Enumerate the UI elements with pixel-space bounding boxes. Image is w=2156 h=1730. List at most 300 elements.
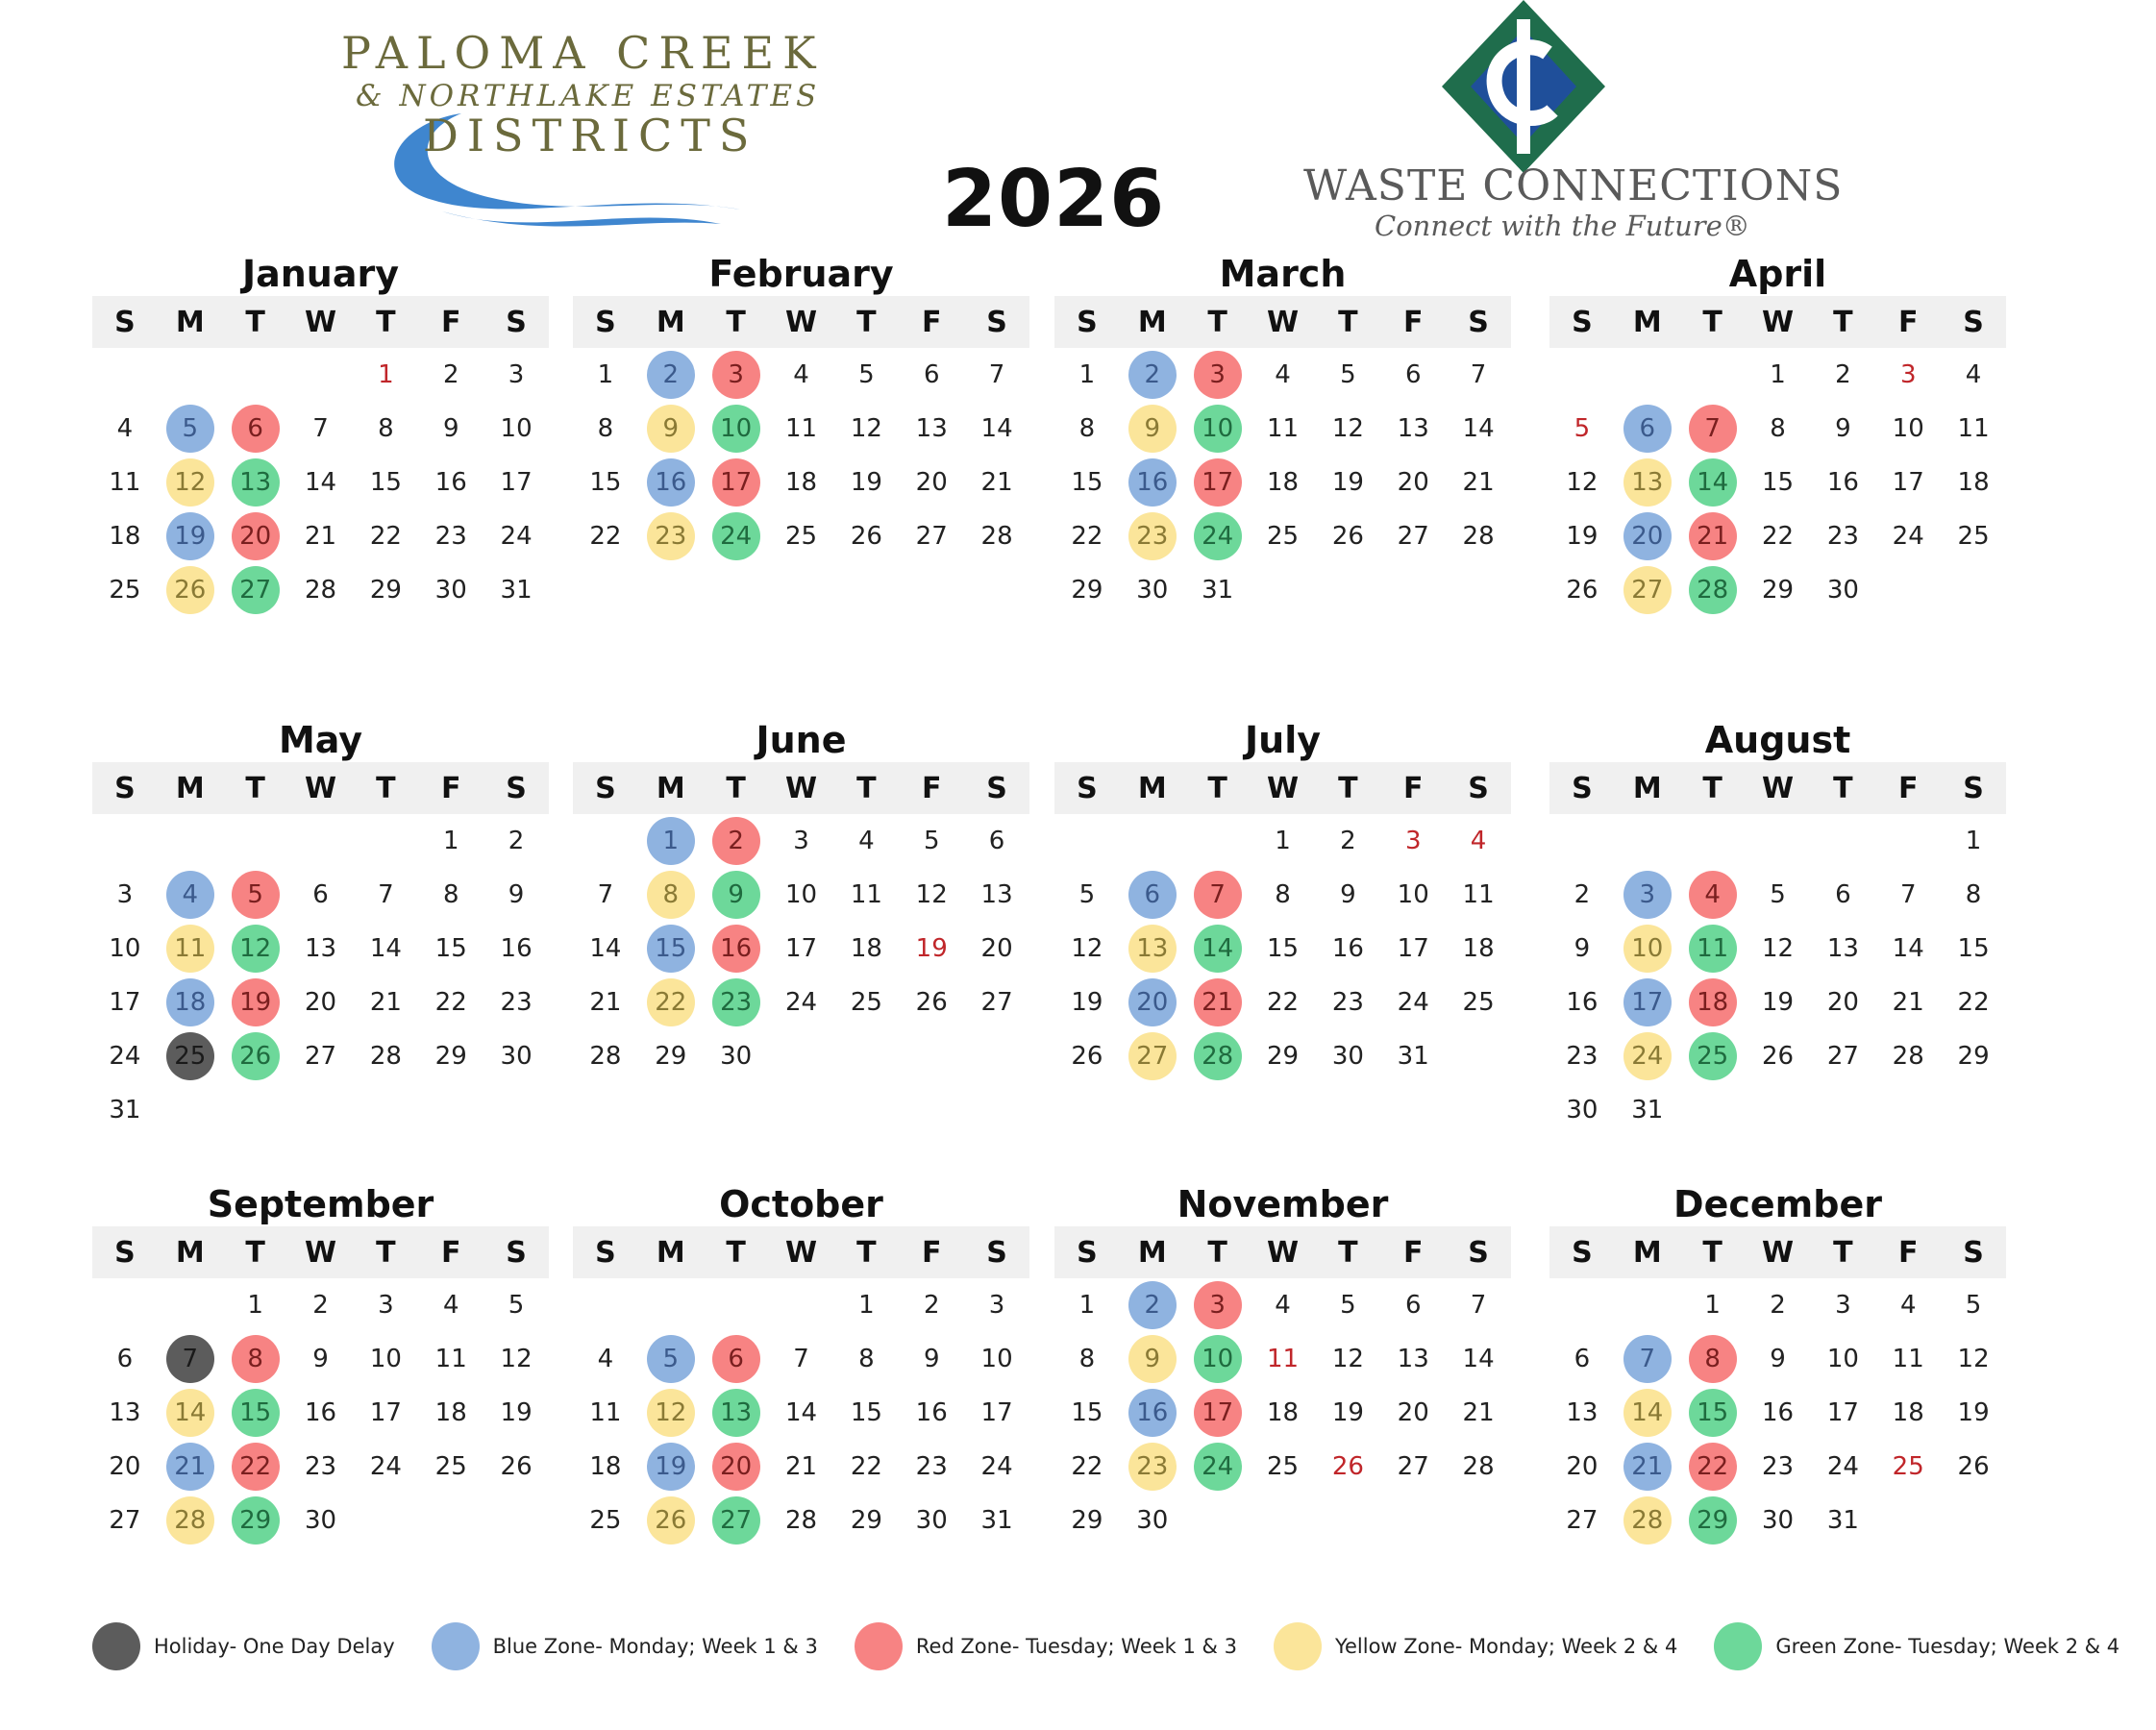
- day-cell: [573, 978, 638, 1026]
- day-cell: [1810, 925, 1875, 973]
- day-number: 19: [1957, 1398, 1990, 1427]
- weekday-label: W: [784, 771, 818, 805]
- day-number: 20: [1826, 988, 1859, 1017]
- day-cell: [92, 1335, 158, 1383]
- day-number: 10: [712, 405, 760, 453]
- day-number: 27: [712, 1496, 760, 1545]
- day-number: 22: [232, 1443, 280, 1491]
- day-number: 16: [1331, 934, 1364, 963]
- day-number: 25: [1689, 1032, 1737, 1080]
- day-number: 19: [915, 934, 948, 963]
- day-cell: [1251, 925, 1316, 973]
- day-number: 12: [1761, 934, 1795, 963]
- day-cell: [92, 871, 158, 919]
- day-number: 3: [508, 360, 525, 389]
- day-cell: [288, 405, 354, 453]
- day-cell: [638, 1389, 704, 1437]
- day-cell: [638, 512, 704, 560]
- week-row: [92, 814, 549, 868]
- month-name: July: [1245, 719, 1321, 761]
- day-number: 26: [166, 566, 214, 614]
- day-number: 9: [312, 1345, 329, 1373]
- day-number: 9: [508, 880, 525, 909]
- day-number: 2: [312, 1291, 329, 1320]
- day-cell: [1251, 1335, 1316, 1383]
- day-number: 12: [1331, 414, 1364, 443]
- weekday-header: [92, 762, 549, 814]
- day-number: 10: [1194, 405, 1242, 453]
- day-cell: [1251, 871, 1316, 919]
- day-number: 16: [1128, 1389, 1177, 1437]
- weekday-label: T: [1338, 771, 1358, 805]
- day-cell: [1315, 1281, 1380, 1329]
- day-number: 20: [980, 934, 1013, 963]
- day-cell: [1120, 1281, 1185, 1329]
- day-cell: [1446, 925, 1511, 973]
- day-number: 13: [712, 1389, 760, 1437]
- day-cell: [418, 512, 483, 560]
- day-cell: [964, 978, 1029, 1026]
- day-number: 4: [442, 1291, 459, 1320]
- day-number: 6: [1623, 405, 1672, 453]
- day-cell: [353, 458, 418, 507]
- day-cell: [964, 925, 1029, 973]
- week-row: [1549, 868, 2006, 922]
- day-cell: [1315, 1389, 1380, 1437]
- day-number: 8: [1965, 880, 1982, 909]
- day-cell: [704, 1335, 769, 1383]
- day-cell: [1615, 871, 1680, 919]
- day-number: 9: [923, 1345, 940, 1373]
- day-number: 14: [166, 1389, 214, 1437]
- day-number: 1: [1704, 1291, 1721, 1320]
- day-cell: [483, 1335, 549, 1383]
- day-cell: [1185, 458, 1251, 507]
- day-cell: [1746, 1335, 1811, 1383]
- day-cell: [1680, 405, 1746, 453]
- day-cell: [223, 405, 288, 453]
- weekday-label: W: [304, 771, 337, 805]
- day-cell: [1054, 1443, 1120, 1491]
- weekday-header: [1054, 762, 1511, 814]
- weekday-label: W: [1266, 1235, 1300, 1270]
- day-cell: [1549, 458, 1615, 507]
- day-cell: [899, 512, 964, 560]
- day-cell: [288, 458, 354, 507]
- day-cell: [483, 1281, 549, 1329]
- day-number: 24: [980, 1452, 1013, 1481]
- day-cell: [1446, 817, 1511, 865]
- day-number: 2: [508, 827, 525, 855]
- day-cell: [1549, 512, 1615, 560]
- day-number: 13: [1826, 934, 1859, 963]
- day-cell: [1746, 405, 1811, 453]
- day-cell: [1810, 512, 1875, 560]
- day-cell: [638, 1032, 704, 1080]
- weekday-label: W: [1266, 771, 1300, 805]
- day-cell: [1615, 1335, 1680, 1383]
- day-cell: [92, 458, 158, 507]
- day-cell: [573, 1032, 638, 1080]
- day-number: 4: [597, 1345, 614, 1373]
- week-row: [1054, 922, 1511, 976]
- day-number: 7: [1689, 405, 1737, 453]
- day-cell: [288, 925, 354, 973]
- weekday-header: [1549, 762, 2006, 814]
- weekday-label: S: [1572, 771, 1593, 805]
- day-cell: [704, 351, 769, 399]
- day-number: 31: [1397, 1042, 1429, 1071]
- day-number: 25: [434, 1452, 467, 1481]
- day-number: 9: [647, 405, 695, 453]
- weekday-header: [1549, 1226, 2006, 1278]
- week-row: [1549, 1440, 2006, 1494]
- day-cell: [769, 1389, 834, 1437]
- weekday-label: T: [376, 1235, 396, 1270]
- weekday-label: S: [986, 1235, 1007, 1270]
- day-cell: [1054, 1281, 1120, 1329]
- weekday-header: [92, 1226, 549, 1278]
- day-number: 21: [369, 988, 402, 1017]
- day-cell: [92, 925, 158, 973]
- day-number: 21: [1462, 1398, 1495, 1427]
- day-number: 8: [442, 880, 459, 909]
- day-number: 11: [1462, 880, 1495, 909]
- day-cell: [1810, 351, 1875, 399]
- day-number: 25: [1266, 1452, 1300, 1481]
- day-number: 28: [980, 522, 1013, 551]
- day-cell: [483, 978, 549, 1026]
- day-cell: [1120, 1389, 1185, 1437]
- day-cell: [92, 405, 158, 453]
- day-number: 18: [1462, 934, 1495, 963]
- day-cell: [769, 871, 834, 919]
- day-number: 7: [1899, 880, 1917, 909]
- day-number: 2: [1574, 880, 1591, 909]
- day-cell: [964, 1496, 1029, 1545]
- day-cell: [964, 351, 1029, 399]
- week-row: [92, 976, 549, 1029]
- day-cell: [288, 1032, 354, 1080]
- day-cell: [418, 817, 483, 865]
- weekday-label: T: [1207, 305, 1227, 339]
- day-cell: [833, 871, 899, 919]
- weekday-label: T: [1207, 1235, 1227, 1270]
- weekday-label: T: [245, 771, 265, 805]
- day-cell: [638, 351, 704, 399]
- day-number: 29: [369, 576, 402, 605]
- day-cell: [1380, 405, 1446, 453]
- day-number: 24: [500, 522, 533, 551]
- day-cell: [92, 512, 158, 560]
- day-cell: [1680, 458, 1746, 507]
- day-number: 1: [378, 360, 394, 389]
- day-number: 11: [784, 414, 818, 443]
- week-row: [1549, 456, 2006, 509]
- day-cell: [353, 871, 418, 919]
- day-cell: [1941, 512, 2006, 560]
- day-cell: [769, 1335, 834, 1383]
- day-number: 3: [1194, 351, 1242, 399]
- day-number: 25: [109, 576, 141, 605]
- day-number: 18: [434, 1398, 467, 1427]
- day-cell: [1549, 566, 1615, 614]
- month-august: [1549, 718, 2006, 1137]
- day-number: 14: [1623, 1389, 1672, 1437]
- day-number: 3: [1623, 871, 1672, 919]
- day-number: 29: [655, 1042, 687, 1071]
- day-number: 14: [1462, 1345, 1495, 1373]
- day-number: 23: [1826, 522, 1859, 551]
- month-name: February: [708, 253, 894, 295]
- day-number: 18: [166, 978, 214, 1026]
- weekday-label: S: [1963, 771, 1984, 805]
- day-cell: [1549, 871, 1615, 919]
- weekday-header: [1054, 1226, 1511, 1278]
- day-cell: [573, 351, 638, 399]
- day-cell: [1446, 458, 1511, 507]
- weekday-label: T: [1833, 1235, 1853, 1270]
- weekday-label: T: [1702, 771, 1722, 805]
- day-number: 7: [1194, 871, 1242, 919]
- day-cell: [769, 1443, 834, 1491]
- day-number: 23: [1761, 1452, 1795, 1481]
- day-cell: [1746, 566, 1811, 614]
- day-cell: [1746, 978, 1811, 1026]
- week-row: [92, 1386, 549, 1440]
- day-number: 22: [850, 1452, 882, 1481]
- day-cell: [1941, 1281, 2006, 1329]
- weekday-label: S: [114, 771, 136, 805]
- day-number: 4: [1470, 827, 1487, 855]
- day-cell: [418, 1281, 483, 1329]
- weekday-label: S: [1077, 305, 1098, 339]
- day-number: 23: [1566, 1042, 1598, 1071]
- day-number: 20: [1128, 978, 1177, 1026]
- day-number: 6: [1128, 871, 1177, 919]
- weekday-label: W: [304, 305, 337, 339]
- day-cell: [223, 871, 288, 919]
- day-number: 25: [1892, 1452, 1924, 1481]
- logo-line-3: DISTRICTS: [423, 110, 758, 161]
- weekday-label: T: [726, 771, 746, 805]
- day-number: 11: [434, 1345, 467, 1373]
- day-number: 23: [304, 1452, 337, 1481]
- day-number: 1: [1770, 360, 1786, 389]
- day-cell: [1615, 566, 1680, 614]
- day-cell: [1680, 978, 1746, 1026]
- day-number: 30: [1566, 1096, 1598, 1124]
- day-number: 1: [597, 360, 614, 389]
- week-row: [92, 402, 549, 456]
- weekday-label: S: [114, 305, 136, 339]
- day-number: 4: [1899, 1291, 1917, 1320]
- day-number: 31: [1826, 1506, 1859, 1535]
- legend-item: [1274, 1622, 1677, 1670]
- day-cell: [769, 405, 834, 453]
- day-cell: [833, 458, 899, 507]
- day-cell: [418, 1443, 483, 1491]
- weekday-label: S: [1468, 305, 1489, 339]
- weekday-label: T: [1207, 771, 1227, 805]
- day-cell: [769, 817, 834, 865]
- weekday-label: W: [1761, 1235, 1795, 1270]
- day-number: 11: [1266, 414, 1300, 443]
- week-row: [573, 814, 1029, 868]
- weekday-label: S: [1077, 771, 1098, 805]
- week-row: [92, 1332, 549, 1386]
- day-cell: [1875, 871, 1941, 919]
- day-number: 27: [109, 1506, 141, 1535]
- day-number: 8: [647, 871, 695, 919]
- weekday-label: S: [1963, 1235, 1984, 1270]
- day-number: 29: [1957, 1042, 1990, 1071]
- day-cell: [1380, 458, 1446, 507]
- day-cell: [92, 1496, 158, 1545]
- day-cell: [1875, 1335, 1941, 1383]
- day-cell: [1615, 925, 1680, 973]
- day-number: 5: [1340, 360, 1356, 389]
- day-cell: [704, 978, 769, 1026]
- day-number: 24: [369, 1452, 402, 1481]
- day-number: 12: [1071, 934, 1103, 963]
- day-number: 20: [232, 512, 280, 560]
- day-cell: [1615, 1032, 1680, 1080]
- day-number: 18: [1266, 1398, 1300, 1427]
- legend-dot-icon: [1274, 1622, 1322, 1670]
- day-number: 18: [850, 934, 882, 963]
- day-number: 5: [923, 827, 940, 855]
- day-cell: [1380, 1032, 1446, 1080]
- week-row: [1549, 814, 2006, 868]
- weekday-label: T: [376, 305, 396, 339]
- day-number: 25: [1266, 522, 1300, 551]
- day-cell: [1810, 1335, 1875, 1383]
- legend-dot-icon: [855, 1622, 903, 1670]
- day-number: 5: [1340, 1291, 1356, 1320]
- day-number: 25: [1957, 522, 1990, 551]
- day-number: 15: [369, 468, 402, 497]
- day-cell: [1446, 978, 1511, 1026]
- legend-item: [92, 1622, 395, 1670]
- weekday-label: W: [1266, 305, 1300, 339]
- day-number: 26: [1331, 522, 1364, 551]
- day-number: 15: [1689, 1389, 1737, 1437]
- day-number: 10: [1623, 925, 1672, 973]
- day-number: 15: [1071, 468, 1103, 497]
- day-cell: [833, 925, 899, 973]
- day-number: 4: [166, 871, 214, 919]
- day-number: 5: [1574, 414, 1591, 443]
- day-cell: [1251, 458, 1316, 507]
- day-number: 6: [1835, 880, 1851, 909]
- day-number: 27: [1826, 1042, 1859, 1071]
- day-number: 25: [784, 522, 818, 551]
- day-number: 22: [589, 522, 622, 551]
- day-number: 16: [1826, 468, 1859, 497]
- day-cell: [1315, 512, 1380, 560]
- day-number: 28: [369, 1042, 402, 1071]
- month-january: [92, 252, 549, 617]
- day-number: 2: [442, 360, 459, 389]
- day-cell: [638, 978, 704, 1026]
- day-cell: [1746, 1496, 1811, 1545]
- day-cell: [1941, 458, 2006, 507]
- day-cell: [1185, 566, 1251, 614]
- day-cell: [1875, 512, 1941, 560]
- week-row: [573, 1278, 1029, 1332]
- day-number: 14: [980, 414, 1013, 443]
- weekday-label: F: [1402, 771, 1424, 805]
- day-cell: [1549, 1389, 1615, 1437]
- day-number: 21: [1689, 512, 1737, 560]
- day-cell: [223, 458, 288, 507]
- weekday-label: W: [1761, 305, 1795, 339]
- weekday-label: T: [856, 1235, 877, 1270]
- day-number: 15: [232, 1389, 280, 1437]
- day-number: 23: [915, 1452, 948, 1481]
- day-number: 3: [1835, 1291, 1851, 1320]
- day-cell: [573, 405, 638, 453]
- day-cell: [1251, 1032, 1316, 1080]
- weekday-label: F: [921, 771, 942, 805]
- day-number: 12: [500, 1345, 533, 1373]
- day-number: 14: [304, 468, 337, 497]
- day-cell: [92, 566, 158, 614]
- day-cell: [704, 817, 769, 865]
- day-number: 12: [1331, 1345, 1364, 1373]
- day-number: 28: [166, 1496, 214, 1545]
- day-number: 28: [784, 1506, 818, 1535]
- day-cell: [1941, 1443, 2006, 1491]
- day-number: 7: [597, 880, 614, 909]
- day-cell: [1875, 1032, 1941, 1080]
- day-cell: [1746, 512, 1811, 560]
- week-row: [92, 922, 549, 976]
- day-cell: [899, 1443, 964, 1491]
- week-row: [1549, 1278, 2006, 1332]
- day-cell: [1380, 817, 1446, 865]
- day-number: 20: [915, 468, 948, 497]
- day-number: 4: [1275, 360, 1291, 389]
- day-cell: [418, 566, 483, 614]
- day-cell: [1120, 925, 1185, 973]
- week-row: [1549, 348, 2006, 402]
- day-cell: [1615, 1443, 1680, 1491]
- day-cell: [1054, 1032, 1120, 1080]
- day-number: 30: [434, 576, 467, 605]
- day-cell: [1875, 978, 1941, 1026]
- day-cell: [1746, 1281, 1811, 1329]
- weekday-label: F: [1897, 771, 1919, 805]
- day-cell: [1380, 1281, 1446, 1329]
- day-number: 8: [378, 414, 394, 443]
- day-cell: [1185, 1281, 1251, 1329]
- day-number: 9: [1128, 1335, 1177, 1383]
- day-number: 30: [500, 1042, 533, 1071]
- day-cell: [483, 871, 549, 919]
- day-cell: [1380, 1389, 1446, 1437]
- day-cell: [1054, 405, 1120, 453]
- day-cell: [704, 871, 769, 919]
- day-number: 21: [1623, 1443, 1672, 1491]
- day-cell: [1875, 351, 1941, 399]
- day-cell: [223, 1443, 288, 1491]
- day-number: 21: [166, 1443, 214, 1491]
- day-number: 19: [850, 468, 882, 497]
- week-row: [1549, 509, 2006, 563]
- day-number: 10: [980, 1345, 1013, 1373]
